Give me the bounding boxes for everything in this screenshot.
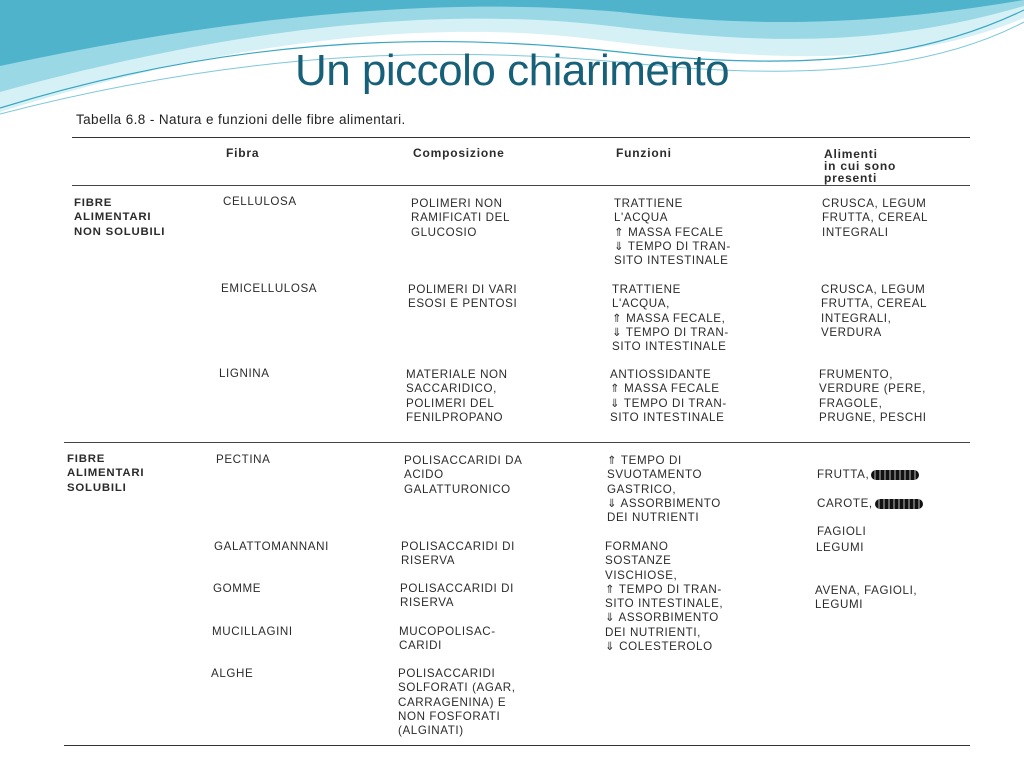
row-mucillagini-composizione: MUCOPOLISAC- CARIDI — [399, 625, 496, 653]
row-galattomannani-composizione: POLISACCARIDI DI RISERVA — [401, 540, 515, 568]
header-fibra: Fibra — [226, 146, 260, 160]
row-lignina-composizione: MATERIALE NON SACCARIDICO, POLIMERI DEL FENILPROPANO — [406, 368, 508, 424]
table-scan — [64, 100, 970, 746]
row-galattomannani-fibra: GALATTOMANNANI — [214, 540, 329, 553]
row-cellulosa-composizione: POLIMERI NON RAMIFICATI DEL GLUCOSIO — [411, 197, 511, 239]
header-alimenti: Alimenti in cui sono presenti — [824, 147, 897, 185]
header-composizione: Composizione — [413, 146, 505, 160]
row-gomme-alimenti: AVENA, FAGIOLI, LEGUMI — [815, 584, 918, 612]
row-cellulosa-fibra: CELLULOSA — [223, 195, 297, 208]
group-soluble: FIBRE ALIMENTARI SOLUBILI — [67, 453, 145, 494]
row-lignina-funzioni: ANTIOSSIDANTE ⇑ MASSA FECALE ⇓ TEMPO DI TRAN- SITO INTESTINALE — [610, 368, 727, 424]
row-lignina-alimenti: FRUMENTO, VERDURE (PERE, FRAGOLE, PRUGNE, PESCHI — [819, 368, 927, 424]
pectina-food-2: CAROTE, — [817, 496, 873, 510]
row-pectina-composizione: POLISACCARIDI DA ACIDO GALATTURONICO — [404, 454, 523, 496]
row-galattomannani-funzioni: FORMANO SOSTANZE VISCHIOSE, ⇑ TEMPO DI TRAN- SITO INTESTINALE, ⇓ ASSORBIMENTO DEI NUTRIENTI, ⇓ COLESTEROLO — [605, 540, 724, 654]
group-insoluble: FIBRE ALIMENTARI NON SOLUBILI — [74, 197, 166, 238]
row-galattomannani-alimenti: LEGUMI — [816, 541, 865, 554]
redaction-mark — [875, 499, 923, 509]
row-gomme-composizione: POLISACCARIDI DI RISERVA — [400, 582, 514, 610]
rule-group-divider — [64, 442, 970, 443]
rule-top — [72, 137, 970, 138]
row-alghe-fibra: ALGHE — [211, 667, 254, 680]
row-emicellulosa-fibra: EMICELLULOSA — [221, 282, 318, 295]
header-funzioni: Funzioni — [616, 146, 672, 160]
row-gomme-fibra: GOMME — [213, 582, 262, 595]
rule-bottom — [64, 745, 970, 746]
row-cellulosa-alimenti: CRUSCA, LEGUM FRUTTA, CEREAL INTEGRALI — [822, 197, 929, 239]
row-alghe-composizione: POLISACCARIDI SOLFORATI (AGAR, CARRAGENINA) E NON FOSFORATI (ALGINATI) — [398, 667, 516, 738]
pectina-food-1: FRUTTA, — [817, 468, 870, 482]
pectina-food-3: FAGIOLI — [817, 525, 867, 539]
row-pectina-alimenti — [817, 454, 923, 540]
row-emicellulosa-composizione: POLIMERI DI VARI ESOSI E PENTOSI — [408, 283, 518, 311]
row-pectina-funzioni: ⇑ TEMPO DI SVUOTAMENTO GASTRICO, ⇓ ASSORBIMENTO DEI NUTRIENTI — [607, 454, 721, 525]
slide-title: Un piccolo chiarimento — [294, 46, 730, 95]
table-caption: Tabella 6.8 - Natura e funzioni delle fibre alimentari. — [76, 112, 406, 127]
row-emicellulosa-alimenti: CRUSCA, LEGUM FRUTTA, CEREAL INTEGRALI, VERDURA — [821, 283, 928, 339]
row-emicellulosa-funzioni: TRATTIENE L'ACQUA, ⇑ MASSA FECALE, ⇓ TEMPO DI TRAN- SITO INTESTINALE — [612, 283, 729, 354]
row-pectina-fibra: PECTINA — [216, 453, 271, 466]
redaction-mark — [871, 470, 919, 480]
rule-header — [72, 185, 970, 186]
row-mucillagini-fibra: MUCILLAGINI — [212, 625, 293, 638]
row-cellulosa-funzioni: TRATTIENE L'ACQUA ⇑ MASSA FECALE ⇓ TEMPO DI TRAN- SITO INTESTINALE — [614, 197, 731, 268]
row-lignina-fibra: LIGNINA — [219, 367, 270, 380]
